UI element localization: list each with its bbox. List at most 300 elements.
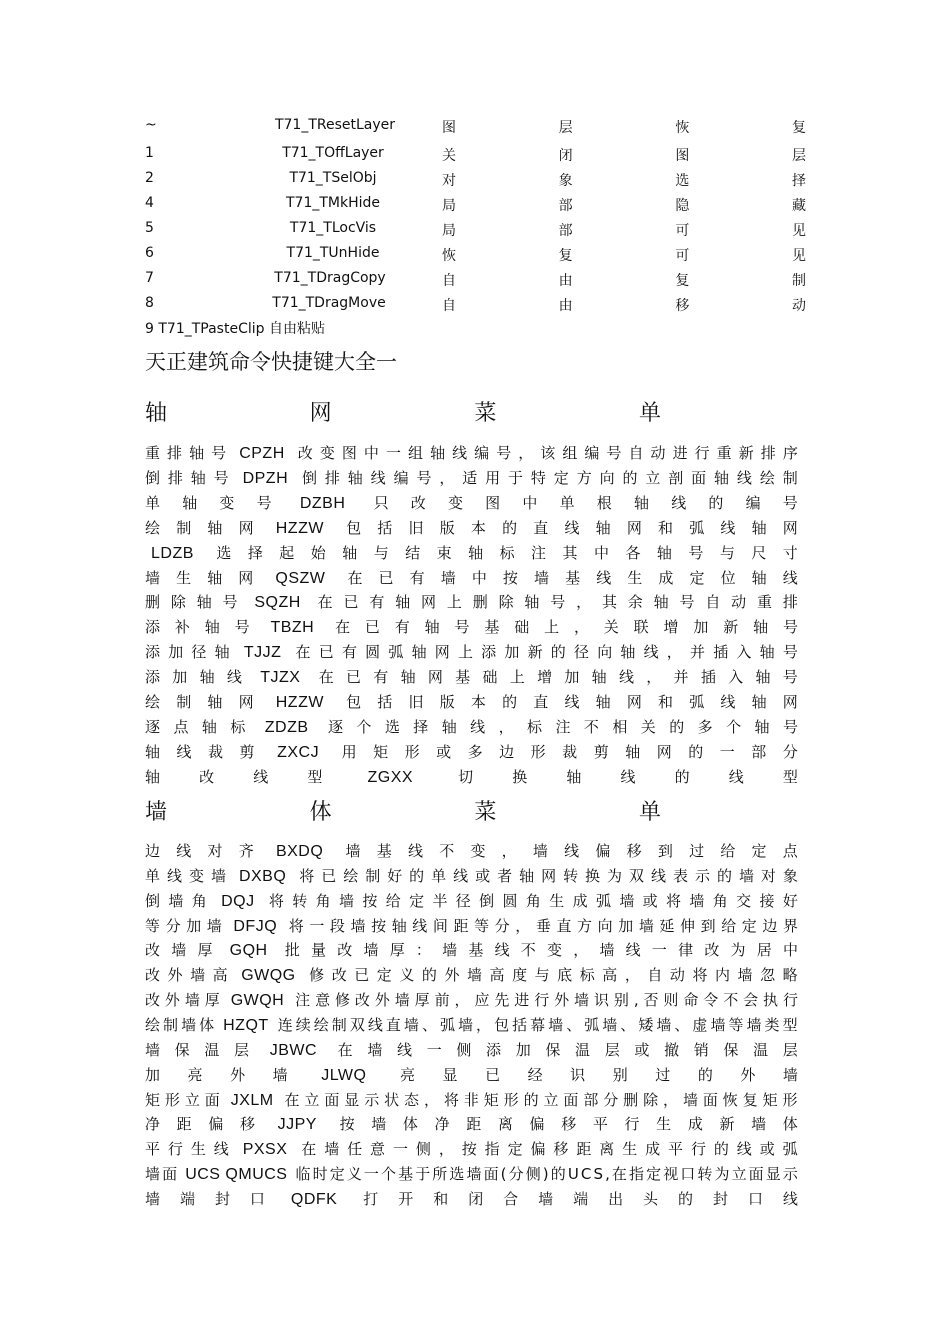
description-char: 号 xyxy=(688,543,704,562)
description-char: 一 xyxy=(309,916,325,935)
command-line xyxy=(145,716,798,738)
description-char: 立 xyxy=(543,1090,559,1109)
description-char: 示 xyxy=(364,1090,380,1109)
description-char: 插 xyxy=(713,643,729,662)
label-char: 除 xyxy=(170,593,186,612)
description-char: 矮 xyxy=(638,1015,654,1034)
label-char: 加 xyxy=(172,668,188,687)
description-char: 面 xyxy=(483,1165,499,1184)
description-char: 意 xyxy=(315,991,331,1010)
command-line xyxy=(145,1064,798,1086)
description-char: 删 xyxy=(623,1090,639,1109)
description-char: 向 xyxy=(597,643,613,662)
label-char: 生 xyxy=(176,568,192,587)
label-char: 轴 xyxy=(214,643,230,662)
description-char: 联 xyxy=(633,618,649,637)
description-char: 一 xyxy=(651,941,667,960)
label-char: 体 xyxy=(199,1015,215,1034)
label-char: 径 xyxy=(191,643,207,662)
description-char: 轴 xyxy=(441,717,457,736)
description-char: 为 xyxy=(730,941,746,960)
row-number: 6 xyxy=(145,245,154,261)
description-char: 旧 xyxy=(408,518,424,537)
description-char: 墙 xyxy=(458,1015,474,1034)
description-char: 角 xyxy=(712,891,728,910)
description-char: 、 xyxy=(620,1015,636,1034)
description-char: 行 xyxy=(534,991,550,1010)
description-char: 形 xyxy=(782,1090,798,1109)
description-char: 连 xyxy=(277,1015,293,1034)
description-char: 分 xyxy=(782,742,798,761)
description-char: 结 xyxy=(405,543,421,562)
description-char: 图 xyxy=(442,120,456,136)
label-char: 加 xyxy=(186,916,202,935)
description-char: 定 xyxy=(741,916,757,935)
description-char: 墙 xyxy=(619,891,635,910)
description-char: 径 xyxy=(455,891,471,910)
description-char: 关 xyxy=(442,148,456,164)
description-char: 销 xyxy=(693,1040,709,1059)
description-char: 立 xyxy=(731,1165,747,1184)
description-char: 多 xyxy=(467,742,483,761)
description-char: 面 xyxy=(702,1090,718,1109)
description-char: 按 xyxy=(502,568,518,587)
description-char: 号 xyxy=(606,444,622,462)
description-char: ， xyxy=(501,842,517,860)
description-char: 外 xyxy=(374,991,390,1010)
description-char: 制 xyxy=(331,1015,347,1034)
description-char: 轴 xyxy=(753,618,769,637)
description-char: 弧 xyxy=(439,1015,455,1034)
description-char: 定 xyxy=(329,1165,345,1184)
description-char: 轴 xyxy=(620,643,636,662)
description-char: 该 xyxy=(540,444,556,462)
description-char: 显 xyxy=(442,1065,458,1084)
description-char: 时 xyxy=(312,1165,328,1184)
layer-command-row xyxy=(145,270,807,292)
description-char: 墙 xyxy=(442,941,458,960)
command-code: ZGXX xyxy=(367,768,414,786)
description-char: 增 xyxy=(663,618,679,637)
description-char: 图 xyxy=(485,493,501,512)
label-char: 裁 xyxy=(208,742,224,761)
description-char: 或 xyxy=(759,1140,775,1159)
command-line xyxy=(145,542,798,564)
description-char: 等 xyxy=(728,1015,744,1034)
description-char: 线 xyxy=(736,468,752,487)
command-code: GQH xyxy=(229,942,268,960)
command-code: HZQT xyxy=(223,1016,269,1034)
description-char: 间 xyxy=(432,916,448,935)
description-char: 线 xyxy=(625,941,641,960)
description-char: 个 xyxy=(726,717,742,736)
description-char: 轴 xyxy=(342,543,358,562)
description-char: 定 xyxy=(507,1140,523,1159)
description-char: 特 xyxy=(530,468,546,487)
label-char: 标 xyxy=(230,717,246,736)
description-char: 自 xyxy=(647,966,663,985)
description-char: 排 xyxy=(760,444,776,462)
description-char: 撤 xyxy=(664,1040,680,1059)
description-char: 已 xyxy=(364,618,380,637)
description-char: 弧 xyxy=(388,643,404,662)
description-char: 一 xyxy=(392,1140,408,1159)
description-char: 层 xyxy=(791,148,806,164)
label-char: 边 xyxy=(145,842,161,860)
row-number: ~ xyxy=(145,117,157,133)
label-char: 平 xyxy=(145,1140,161,1159)
label-char: 行 xyxy=(167,1140,183,1159)
description-char: 余 xyxy=(627,593,643,612)
description-char: 网 xyxy=(656,742,672,761)
description-char: 轴 xyxy=(625,742,641,761)
description-char: 部 xyxy=(583,1090,599,1109)
document-title: 天正建筑命令快捷键大全一 xyxy=(145,350,397,374)
description-char: 行 xyxy=(690,1140,706,1159)
heading-char: 轴 xyxy=(145,401,168,426)
label-char: 号 xyxy=(213,468,229,487)
description-char: 居 xyxy=(756,941,772,960)
row-number: 4 xyxy=(145,195,154,211)
description-char: 墙 xyxy=(394,991,410,1010)
command-line xyxy=(145,1188,798,1210)
command-line xyxy=(145,1138,798,1160)
description-char: 层 xyxy=(782,1040,798,1059)
description-char: 转 xyxy=(697,1165,713,1184)
description-char: 线 xyxy=(397,1040,413,1059)
row-number: 8 xyxy=(145,295,154,311)
description-char: 类 xyxy=(764,1015,780,1034)
description-char: 进 xyxy=(672,444,688,462)
label-char: 净 xyxy=(145,1115,161,1134)
description-char: 外 xyxy=(740,1065,756,1084)
description-char: 基 xyxy=(484,618,500,637)
command-line xyxy=(145,616,798,638)
description-char: 象 xyxy=(782,866,798,885)
command-description xyxy=(441,220,807,240)
description-char: 或 xyxy=(475,866,491,885)
description-char: 、 xyxy=(674,1015,690,1034)
description-char: 成 xyxy=(645,1140,661,1159)
description-char: 逐 xyxy=(327,717,343,736)
description-char: 将 xyxy=(443,1090,459,1109)
label-char: 单 xyxy=(145,493,161,512)
description-char: 口 xyxy=(680,1165,696,1184)
description-char: 线 xyxy=(643,643,659,662)
command-code: JXLM xyxy=(230,1091,274,1109)
label-char: 线 xyxy=(213,1140,229,1159)
command-code: LDZB xyxy=(151,544,194,562)
command-description xyxy=(441,195,807,215)
description-char: 面 xyxy=(748,1165,764,1184)
description-char: 其 xyxy=(601,593,617,612)
command-code: DPZH xyxy=(242,469,289,487)
description-char: 已 xyxy=(321,866,337,885)
description-char: 为 xyxy=(714,1165,730,1184)
description-char: 编 xyxy=(474,444,490,462)
command-line xyxy=(145,766,798,788)
description-char: 别 xyxy=(612,1065,628,1084)
description-char: 包 xyxy=(346,693,362,711)
label-char: 轴 xyxy=(199,668,215,687)
description-char: 过 xyxy=(655,1065,671,1084)
description-char: 成 xyxy=(687,1115,703,1134)
description-char: 在 xyxy=(611,1165,627,1184)
description-char: 隐 xyxy=(675,198,690,214)
description-char: 分 xyxy=(508,1165,524,1184)
description-char: 改 xyxy=(354,991,370,1010)
description-char: 底 xyxy=(557,966,573,985)
description-char: 号 xyxy=(679,593,695,612)
description-char: 恢 xyxy=(442,248,456,264)
description-char: 直 xyxy=(556,916,572,935)
label-char: 距 xyxy=(176,1115,192,1134)
description-char: 或 xyxy=(436,742,452,761)
label-char: 移 xyxy=(239,1115,255,1134)
description-char: 新 xyxy=(719,1115,735,1134)
description-char: 图 xyxy=(675,148,690,164)
description-char: 行 xyxy=(624,1115,640,1134)
label-char: 网 xyxy=(238,693,254,711)
description-char: 绘 xyxy=(343,866,359,885)
description-char: 线 xyxy=(412,916,428,935)
description-char: 侧 xyxy=(525,1165,541,1184)
description-char: 轴 xyxy=(755,668,771,687)
label-char: 删 xyxy=(145,593,161,612)
description-char: 经 xyxy=(527,1065,543,1084)
description-char: 编 xyxy=(745,493,761,512)
description-char: 、 xyxy=(421,1015,437,1034)
description-char: ， xyxy=(646,668,662,687)
description-char: 可 xyxy=(675,248,690,264)
description-char: 头 xyxy=(643,1189,659,1208)
description-char: 排 xyxy=(324,468,340,487)
command-code: JBWC xyxy=(269,1041,318,1059)
label-char: 倒 xyxy=(145,468,161,487)
description-char: 圆 xyxy=(502,891,518,910)
description-char: 线 xyxy=(651,866,667,885)
description-char: 号 xyxy=(416,468,432,487)
description-char: 义 xyxy=(346,1165,362,1184)
description-char: 线 xyxy=(564,518,580,537)
description-char: 多 xyxy=(697,717,713,736)
description-char: 移 xyxy=(553,1140,569,1159)
command-code: BXDQ xyxy=(275,843,324,860)
description-char: 墙 xyxy=(371,1115,387,1134)
description-char: 变 xyxy=(447,493,463,512)
label-char: 墙 xyxy=(145,568,161,587)
command-line xyxy=(145,591,798,613)
description-char: 版 xyxy=(439,518,455,537)
description-char: 择 xyxy=(413,717,429,736)
description-char: 双 xyxy=(349,1015,365,1034)
description-char: 生 xyxy=(656,1115,672,1134)
description-char: 墙 xyxy=(363,941,379,960)
description-char: 号 xyxy=(782,717,798,736)
description-char: 加 xyxy=(618,916,634,935)
description-char: 的 xyxy=(502,518,518,537)
description-char: 新 xyxy=(527,643,543,662)
description-char: 外 xyxy=(554,991,570,1010)
label-char: 重 xyxy=(145,444,161,462)
description-char: 圆 xyxy=(365,643,381,662)
description-char: 动 xyxy=(791,298,806,314)
description-char: 在 xyxy=(337,1040,353,1059)
description-char: 应 xyxy=(474,991,490,1010)
command-line xyxy=(145,517,798,539)
description-char: 中 xyxy=(471,568,487,587)
label-char: 角 xyxy=(191,891,207,910)
description-char: 的 xyxy=(697,1065,713,1084)
label-char: 墙 xyxy=(145,1189,161,1208)
command-code: CPZH xyxy=(239,445,285,462)
command-line xyxy=(145,1089,798,1111)
description-char: 状 xyxy=(384,1090,400,1109)
description-char: 已 xyxy=(318,643,334,662)
description-char: 变 xyxy=(547,941,563,960)
label-char: 面 xyxy=(204,1090,220,1109)
description-char: 与 xyxy=(534,966,550,985)
command-code: TJZX xyxy=(260,669,301,687)
description-char: 层 xyxy=(558,120,573,136)
description-char: 轴 xyxy=(395,593,411,612)
command-name: T71_TOffLayer xyxy=(282,145,384,161)
description-char: 中 xyxy=(782,941,798,960)
description-char: 定 xyxy=(646,1165,662,1184)
description-char: 出 xyxy=(608,1189,624,1208)
description-char: 根 xyxy=(596,493,612,512)
description-char: 幕 xyxy=(530,1015,546,1034)
description-char: 义 xyxy=(399,966,415,985)
description-char: 否 xyxy=(643,991,659,1010)
description-char: 轴 xyxy=(400,668,416,687)
description-char: 亮 xyxy=(399,1065,415,1084)
label-char: 绘 xyxy=(145,518,161,537)
command-line xyxy=(145,939,798,961)
description-char: 保 xyxy=(545,1040,561,1059)
description-char: 接 xyxy=(759,891,775,910)
description-char: 分 xyxy=(603,1090,619,1109)
description-char: 尺 xyxy=(751,543,767,562)
description-char: 成 xyxy=(572,891,588,910)
description-char: 弧 xyxy=(689,518,705,537)
description-char: 延 xyxy=(659,916,675,935)
description-char: ， xyxy=(423,1090,439,1109)
description-char: 到 xyxy=(700,916,716,935)
label-char: 点 xyxy=(173,717,189,736)
label-char: 网 xyxy=(238,568,254,587)
description-char: 前 xyxy=(434,991,450,1010)
label-char: 加 xyxy=(168,643,184,662)
description-char: 基 xyxy=(565,568,581,587)
description-char: 改 xyxy=(297,444,313,462)
label-char: 高 xyxy=(212,966,228,985)
description-char: 打 xyxy=(363,1189,379,1208)
description-char: 将 xyxy=(288,916,304,935)
description-char: 位 xyxy=(720,568,736,587)
description-char: 合 xyxy=(503,1189,519,1208)
description-char: 距 xyxy=(576,1140,592,1159)
description-char: 基 xyxy=(398,1165,414,1184)
description-char: 相 xyxy=(612,717,628,736)
description-char: 于 xyxy=(415,1165,431,1184)
description-char: 在 xyxy=(347,568,363,587)
command-code: DQJ xyxy=(221,892,255,910)
label-char: 单 xyxy=(145,866,161,885)
description-char: S xyxy=(593,1165,603,1184)
description-char: 或 xyxy=(642,891,658,910)
description-char: 基 xyxy=(468,941,484,960)
description-char: 轴 xyxy=(424,618,440,637)
description-char: 线 xyxy=(618,668,634,687)
description-char: 墙 xyxy=(345,842,361,860)
description-char: 线 xyxy=(596,568,612,587)
label-char: 制 xyxy=(176,693,192,711)
label-char: 号 xyxy=(222,593,238,612)
description-char: 墙 xyxy=(466,966,482,985)
description-char: 中 xyxy=(522,493,538,512)
description-char: 线 xyxy=(453,866,469,885)
description-char: 选 xyxy=(216,543,232,562)
description-char: 开 xyxy=(398,1189,414,1208)
description-char: 过 xyxy=(689,842,705,860)
description-char: 藏 xyxy=(791,198,806,214)
description-char: 排 xyxy=(782,593,798,612)
description-char: ， xyxy=(576,593,592,612)
description-char: 注 xyxy=(555,717,571,736)
description-char: 向 xyxy=(599,468,615,487)
description-char: 基 xyxy=(455,668,471,687)
description-char: 给 xyxy=(721,916,737,935)
description-char: 标 xyxy=(579,966,595,985)
paste-clip-line: 9 T71_TPasteClip 自由粘贴 xyxy=(145,321,325,337)
description-char: 换 xyxy=(512,767,528,786)
label-char: 偏 xyxy=(208,1115,224,1134)
row-number: 7 xyxy=(145,270,154,286)
description-char: 侧 xyxy=(456,1040,472,1059)
description-char: 墙 xyxy=(538,1189,554,1208)
command-code: SQZH xyxy=(254,594,301,612)
description-char: 除 xyxy=(643,1090,659,1109)
description-char: 部 xyxy=(751,742,767,761)
description-char: 的 xyxy=(409,866,425,885)
description-char: U xyxy=(567,1165,579,1184)
description-char: 不 xyxy=(723,991,739,1010)
description-char: 显 xyxy=(344,1090,360,1109)
label-char: 墙 xyxy=(145,1165,161,1184)
description-char: 矩 xyxy=(483,1090,499,1109)
description-char: ， xyxy=(438,1140,454,1159)
description-char: 偏 xyxy=(529,1115,545,1134)
description-char: 律 xyxy=(678,941,694,960)
description-char: 的 xyxy=(550,643,566,662)
description-char: 组 xyxy=(562,444,578,462)
description-char: 不 xyxy=(439,842,455,860)
description-char: , xyxy=(633,991,639,1010)
description-char: 有 xyxy=(341,643,357,662)
description-char: 轴 xyxy=(633,493,649,512)
description-char: 面 xyxy=(691,468,707,487)
description-char: 在 xyxy=(335,618,351,637)
description-char: 起 xyxy=(279,543,295,562)
label-char: 变 xyxy=(188,866,204,885)
heading-char: 体 xyxy=(309,800,332,825)
description-char: 改 xyxy=(331,966,347,985)
description-char: 用 xyxy=(341,742,357,761)
description-char: 伸 xyxy=(680,916,696,935)
description-char: 绘 xyxy=(313,1015,329,1034)
description-char: 略 xyxy=(782,966,798,985)
